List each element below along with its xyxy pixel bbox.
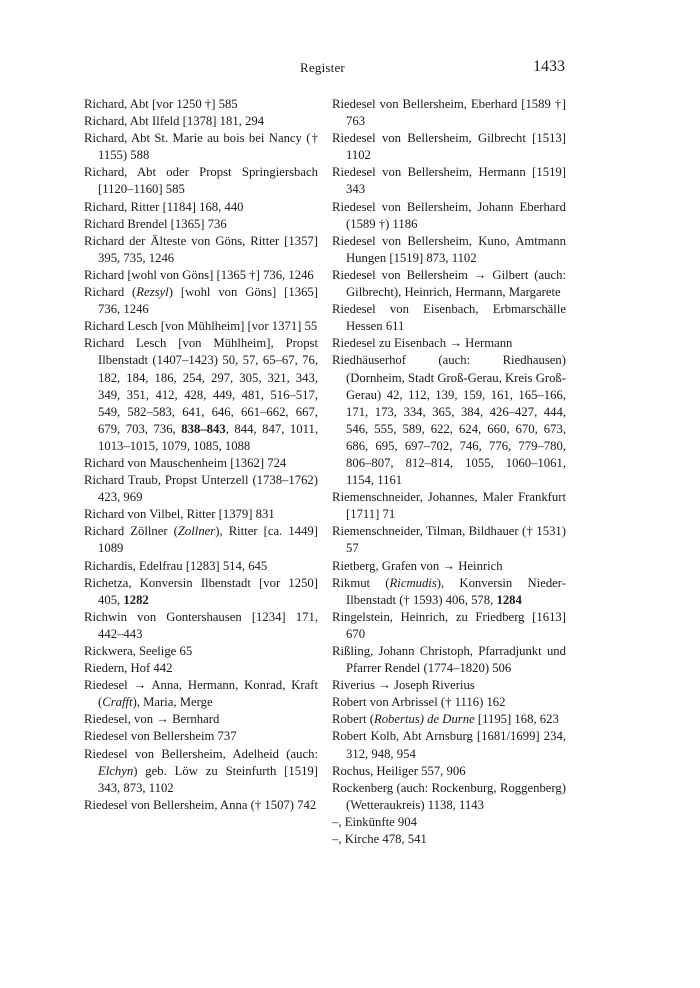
entry-text: Richard, Abt Ilfeld [1378] 181, 294 bbox=[84, 114, 265, 129]
entry-text: Richardis, Edelfrau [1283] 514, 645 bbox=[84, 558, 268, 573]
index-entry bbox=[84, 609, 318, 643]
entry-text: Riedesel zu Eisenbach → Hermann bbox=[332, 336, 513, 351]
index-entry bbox=[332, 558, 566, 575]
entry-text: Richard von Vilbel, Ritter [1379] 831 bbox=[84, 507, 275, 522]
index-entry bbox=[84, 711, 318, 728]
entry-text: Crafft bbox=[102, 695, 133, 710]
index-entry bbox=[332, 164, 566, 198]
entry-text: Riedesel von Bellersheim, Eberhard [1589 †] 763 bbox=[332, 97, 566, 129]
index-entry bbox=[332, 96, 566, 130]
entry-text: Ringelstein, Heinrich, zu Friedberg [1613] 670 bbox=[332, 609, 566, 641]
index-entry bbox=[84, 96, 318, 113]
index-entry bbox=[332, 711, 566, 728]
entry-text: Richard ( bbox=[84, 285, 137, 300]
index-entry bbox=[332, 677, 566, 694]
entry-text: Richard von Mauschenheim [1362] 724 bbox=[84, 455, 287, 470]
index-entry bbox=[84, 130, 318, 164]
entry-text: ) geb. Löw zu Steinfurth [1519] 343, 873, 1102 bbox=[98, 763, 318, 795]
entry-text: Riedesel → Anna, Hermann, Konrad, Kraft ( bbox=[84, 678, 318, 710]
index-entry bbox=[84, 523, 318, 557]
entry-text: Robert ( bbox=[332, 712, 374, 727]
entry-text: Richard, Abt oder Propst Springiersbach [1120–1160] 585 bbox=[84, 165, 318, 197]
entry-text: Rikmut ( bbox=[332, 575, 390, 590]
index-entry bbox=[332, 694, 566, 711]
entry-text: Riemenschneider, Johannes, Maler Frankfurt [1711] 71 bbox=[332, 490, 566, 522]
index-entry bbox=[332, 780, 566, 814]
entry-text: Rezsyl bbox=[136, 285, 169, 300]
index-entry bbox=[332, 301, 566, 335]
entry-text: Riedesel von Bellersheim, Hermann [1519] 343 bbox=[332, 165, 566, 197]
entry-text: Riedesel von Bellersheim, Gilbrecht [1513] 1102 bbox=[332, 131, 566, 163]
index-entry bbox=[84, 284, 318, 318]
entry-text: Elchyn bbox=[98, 763, 134, 778]
entry-text: –, Einkünfte 904 bbox=[332, 814, 417, 829]
entry-text: Richard [wohl von Göns] [1365 †] 736, 1246 bbox=[84, 267, 314, 282]
entry-text: ), Maria, Merge bbox=[132, 695, 213, 710]
index-entry bbox=[84, 455, 318, 472]
entry-text: Zollner bbox=[177, 524, 216, 539]
entry-text: [1195] 168, 623 bbox=[474, 712, 559, 727]
index-entry bbox=[84, 746, 318, 797]
index-entry bbox=[84, 472, 318, 506]
entry-text: Richetza, Konversin Ilbenstadt [vor 1250] 405, bbox=[84, 575, 318, 607]
entry-text: Riedesel von Eisenbach, Erbmarschälle Hessen 611 bbox=[332, 302, 566, 334]
entry-text: Richard der Älteste von Göns, Ritter [1357] 395, 735, 1246 bbox=[84, 233, 318, 265]
index-entry bbox=[84, 164, 318, 198]
index-entry bbox=[332, 643, 566, 677]
entry-text: Richard Traub, Propst Unterzell (1738–1762) 423, 969 bbox=[84, 473, 318, 505]
index-entry bbox=[84, 113, 318, 130]
entry-text: Richard Brendel [1365] 736 bbox=[84, 216, 227, 231]
entry-text: 838–843 bbox=[181, 421, 226, 436]
entry-text: Riedesel von Bellersheim, Kuno, Amtmann Hungen [1519] 873, 1102 bbox=[332, 233, 566, 265]
entry-text: Robert von Arbrissel († 1116) 162 bbox=[332, 695, 506, 710]
entry-text: Riedesel von Bellersheim, Johann Eberhard (1589 †) 1186 bbox=[332, 199, 566, 231]
index-entry bbox=[84, 216, 318, 233]
index-entry bbox=[332, 130, 566, 164]
index-entry bbox=[84, 558, 318, 575]
entry-text: Richard, Ritter [1184] 168, 440 bbox=[84, 199, 244, 214]
index-entry bbox=[332, 609, 566, 643]
entry-text: Riedesel von Bellersheim, Adelheid (auch: bbox=[84, 746, 318, 761]
entry-text: Riedern, Hof 442 bbox=[84, 661, 173, 676]
index-entry bbox=[84, 728, 318, 745]
index-entry bbox=[332, 199, 566, 233]
entry-text: Riemenschneider, Tilman, Bildhauer († 1531) 57 bbox=[332, 524, 566, 556]
index-entry bbox=[332, 523, 566, 557]
index-entry bbox=[84, 267, 318, 284]
entry-text: Rochus, Heiliger 557, 906 bbox=[332, 763, 466, 778]
entry-text: Robert Kolb, Abt Arnsburg [1681/1699] 234, 312, 948, 954 bbox=[332, 729, 566, 761]
entry-text: Riedesel von Bellersheim, Anna († 1507) 742 bbox=[84, 797, 317, 812]
index-entry bbox=[84, 677, 318, 711]
entry-text: Ricmudis bbox=[389, 575, 437, 590]
entry-text: Rietberg, Grafen von → Heinrich bbox=[332, 558, 503, 573]
index-entry bbox=[332, 233, 566, 267]
entry-text: Richard, Abt [vor 1250 †] 585 bbox=[84, 97, 238, 111]
running-title: Register bbox=[300, 60, 345, 75]
entry-text: 1282 bbox=[123, 592, 149, 607]
entry-text: –, Kirche 478, 541 bbox=[332, 832, 427, 847]
index-entry bbox=[84, 335, 318, 455]
entry-text: Riedesel von Bellersheim → Gilbert (auch: Gilbrecht), Heinrich, Hermann, Margarete bbox=[332, 267, 566, 300]
index-entry bbox=[84, 318, 318, 335]
entry-text: Rockenberg (auch: Rockenburg, Roggenberg) (Wetteraukreis) 1138, 1143 bbox=[332, 780, 566, 812]
index-entry bbox=[332, 335, 566, 352]
entry-text: 1284 bbox=[496, 592, 522, 607]
index-entry bbox=[84, 643, 318, 660]
entry-text: Richard, Abt St. Marie au bois bei Nancy († 1155) 588 bbox=[84, 131, 318, 163]
entry-text: Richard Lesch [von Mühlheim] [vor 1371] 55 bbox=[84, 319, 318, 334]
entry-text: Riedesel, von → Bernhard bbox=[84, 712, 220, 727]
index-entry bbox=[332, 575, 566, 609]
entry-text: Riedesel von Bellersheim 737 bbox=[84, 729, 237, 744]
index-entry bbox=[332, 267, 566, 301]
entry-text: Rißling, Johann Christoph, Pfarradjunkt und Pfarrer Rendel (1774–1820) 506 bbox=[332, 644, 566, 676]
index-column-left bbox=[84, 96, 318, 814]
entry-text: Richard Zöllner ( bbox=[84, 524, 178, 539]
entry-text: Richwin von Gontershausen [1234] 171, 442–443 bbox=[84, 609, 318, 641]
index-entry bbox=[332, 489, 566, 523]
page-number: 1433 bbox=[533, 58, 565, 75]
entry-text: ), Ritter [ca. 1449] 1089 bbox=[98, 524, 318, 556]
index-entry bbox=[84, 660, 318, 677]
entry-text: ), Konversin Nieder-Ilbenstadt († 1593) 406, 578, bbox=[346, 575, 567, 607]
entry-text: Riverius → Joseph Riverius bbox=[332, 678, 475, 693]
index-column-right bbox=[332, 96, 566, 848]
index-entry bbox=[332, 814, 566, 831]
index-entry bbox=[332, 831, 566, 848]
entry-text: Robertus) de Durne bbox=[373, 712, 475, 727]
index-entry bbox=[332, 763, 566, 780]
index-entry bbox=[84, 199, 318, 216]
index-entry bbox=[84, 233, 318, 267]
entry-text: , 844, 847, 1011, 1013–1015, 1079, 1085, 1088 bbox=[98, 421, 319, 453]
index-entry bbox=[332, 728, 566, 762]
index-entry bbox=[84, 506, 318, 523]
entry-text: ) [wohl von Göns] [1365] 736, 1246 bbox=[98, 285, 319, 317]
index-entry bbox=[84, 575, 318, 609]
entry-text: Rickwera, Seelige 65 bbox=[84, 644, 193, 658]
index-entry bbox=[84, 797, 318, 814]
entry-text: Richard Lesch [von Mühlheim], Propst Ilbenstadt (1407–1423) 50, 57, 65–67, 76, 182, 184, 186, 254, 297, 305, 321, 343, 349, 351, 412, 428, 449, 481, 516–517, 549, 582–583, 641, 646, 661–662, 667, 679, 703, 736, bbox=[84, 336, 318, 436]
index-entry bbox=[332, 352, 566, 489]
entry-text: Riedhäuserhof (auch: Riedhausen) (Dornheim, Stadt Groß-Gerau, Kreis Groß-Gerau) 42, 112, 139, 159, 161, 165–166, 171, 173, 334, 365, 384, 426–427, 444, 546, 555, 589, 622, 624, 660, 670, 673, 686, 695, 697–702, 746, 776, 779–780, 806–807, 812–814, 1055, 1060–1061, 1154, 1161 bbox=[332, 353, 566, 488]
